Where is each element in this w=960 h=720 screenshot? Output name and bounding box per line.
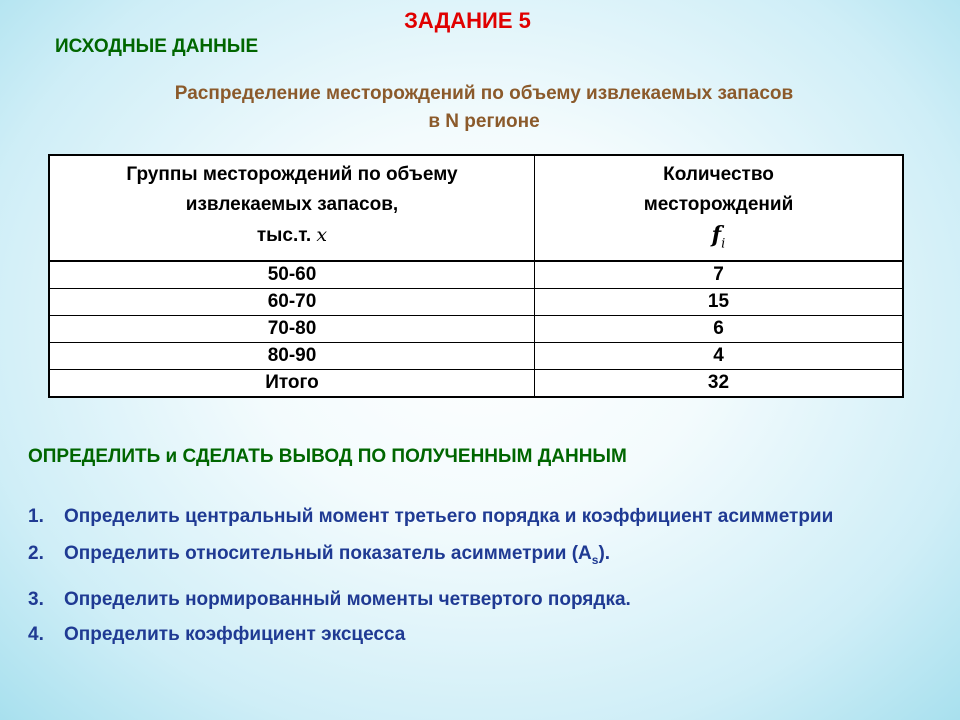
table-caption-line2: в N регионе [428,111,540,132]
table-caption [0,80,960,136]
task-text: Определить коэффициент эксцесса [64,623,406,645]
task-text-main: Определить относительный показатель асимметрии (A [64,543,592,564]
task-title: ЗАДАНИЕ 5 [404,8,531,33]
task-number: 1. [28,506,44,527]
x-symbol: x [316,224,328,246]
count-header-line1: Количество [663,164,774,185]
task-number: 2. [28,543,44,564]
task-list [28,502,936,649]
group-header-line2: извлекаемых запасов, [185,194,399,215]
distribution-table [48,154,904,398]
count-header-line2: месторождений [643,194,794,215]
task-text [64,543,611,567]
table-row [49,343,903,370]
group-header-line1: Группы месторождений по объему [126,164,458,185]
total-label: Итого [49,370,535,398]
count-cell: 7 [535,261,904,289]
task-text: Определить центральный момент третьего порядка и коэффициент асимметрии [64,506,834,527]
group-cell: 70-80 [49,316,535,343]
table-row [49,289,903,316]
table-caption-line1: Распределение месторождений по объему извлекаемых запасов [174,83,794,104]
table-row [49,261,903,289]
task-number: 3. [28,588,44,610]
table-header-row [49,155,903,261]
count-cell: 15 [535,289,904,316]
task-text: Определить нормированный моменты четвертого порядка. [64,588,631,610]
source-data-heading: ИСХОДНЫЕ ДАННЫЕ [55,36,259,57]
task-item [28,539,936,575]
task-text-end: ). [598,543,611,564]
task-item [28,502,936,531]
s-subscript: s [591,552,599,567]
fi-symbol [711,222,726,252]
table-row [49,316,903,343]
tasks-heading: ОПРЕДЕЛИТЬ и СДЕЛАТЬ ВЫВОД ПО ПОЛУЧЕННЫМ ДАННЫМ [28,446,627,467]
task-item [28,585,936,614]
i-subscript: i [721,236,726,252]
total-value: 32 [535,370,904,398]
count-header-line3 [535,220,902,259]
count-column-header [535,155,904,261]
group-cell: 50-60 [49,261,535,289]
group-header-line3 [50,220,534,251]
group-column-header [49,155,535,261]
group-cell: 80-90 [49,343,535,370]
group-cell: 60-70 [49,289,535,316]
total-row [49,370,903,398]
group-header-unit: тыс.т. [256,225,312,246]
count-cell: 6 [535,316,904,343]
task-item [28,620,936,649]
f-letter: f [711,222,722,248]
count-cell: 4 [535,343,904,370]
task-number: 4. [28,623,44,645]
